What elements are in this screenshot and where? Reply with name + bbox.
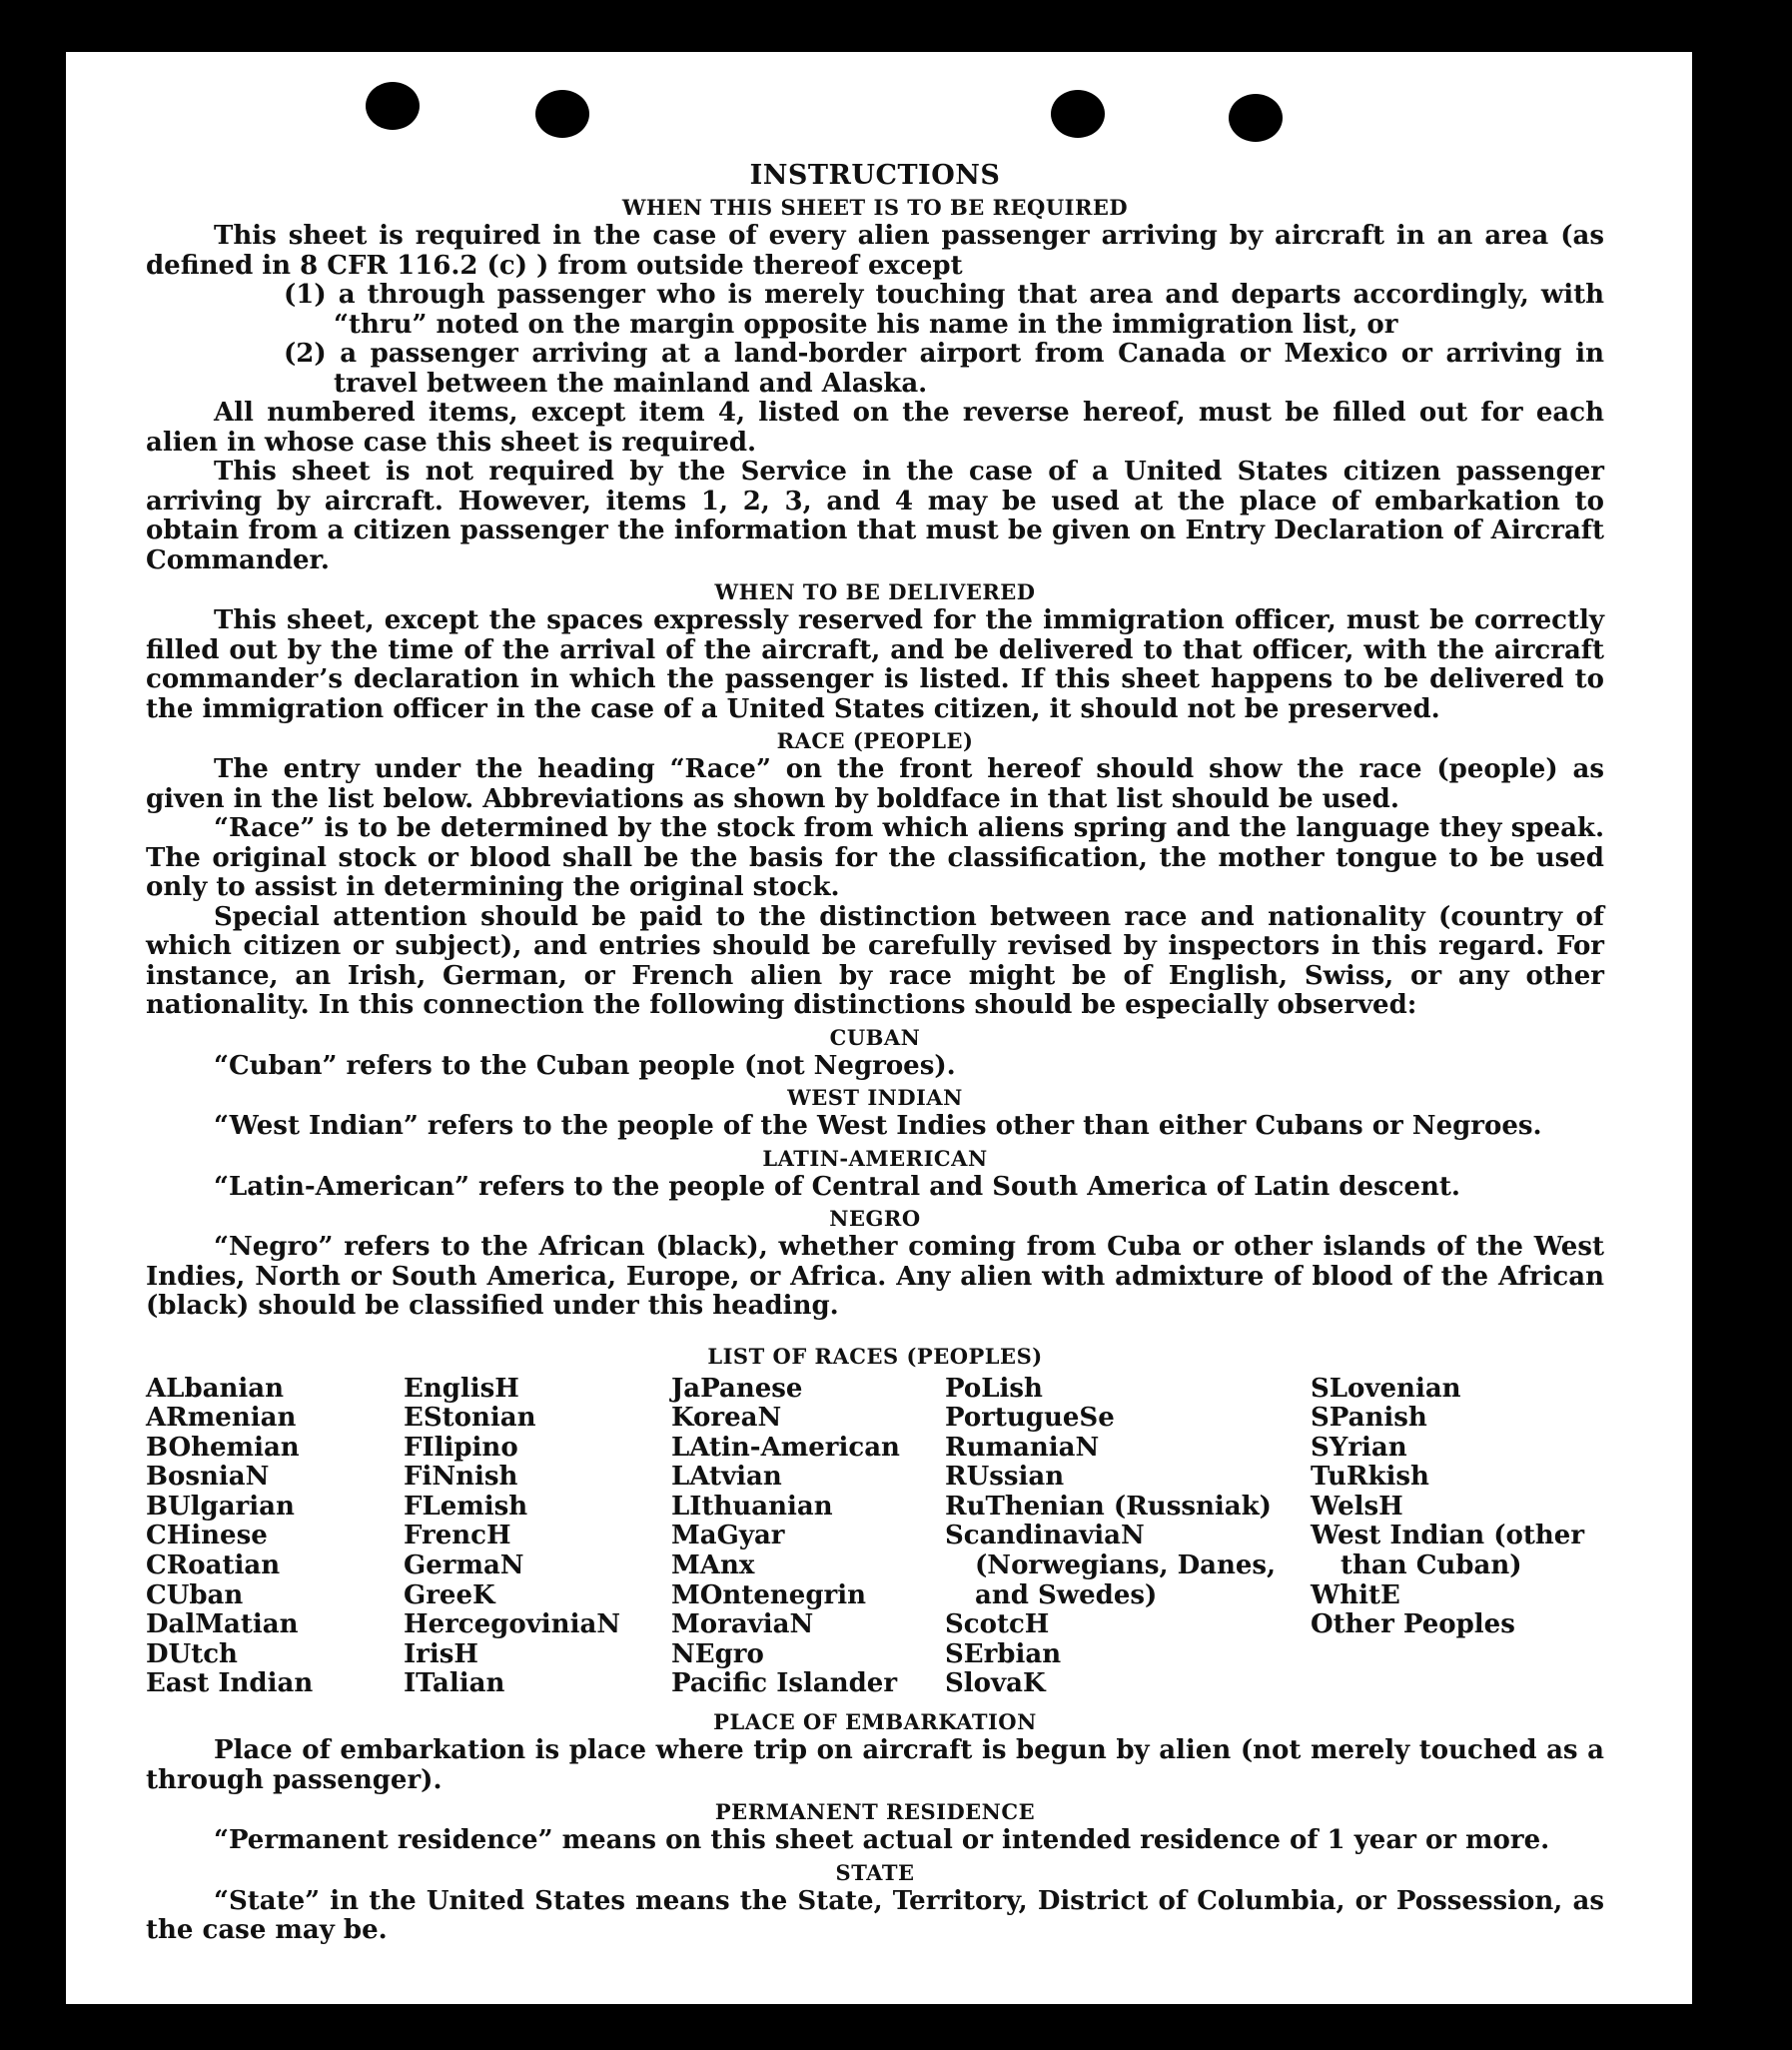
race-item: SYrian xyxy=(1311,1432,1407,1463)
race-item: JaPanese xyxy=(671,1373,803,1404)
race-item: RuThenian (Russniak) xyxy=(945,1491,1272,1522)
race-item: ITalian xyxy=(404,1668,505,1699)
race-column xyxy=(146,1375,404,1700)
race-item: DalMatian xyxy=(146,1609,299,1640)
race-item: BUlgarian xyxy=(146,1491,295,1522)
race-item: MOntenegrin xyxy=(671,1579,866,1610)
race-item: ARmenian xyxy=(146,1403,297,1434)
race-item: East Indian xyxy=(146,1668,314,1699)
paragraph: This sheet is not required by the Service in the case of a United States citizen passenger arriving by aircraft. However, items 1, 2, 3, and 4 may be used at the place of embarkation to obtain from a citizen passenger the information that must be given on Entry Declaration of Aircraft Commander. xyxy=(146,457,1604,575)
race-column xyxy=(1311,1375,1600,1700)
race-item: EnglisH xyxy=(404,1373,519,1404)
section-heading: WEST INDIAN xyxy=(787,1085,963,1110)
race-column xyxy=(404,1375,671,1700)
race-item: PoLish xyxy=(945,1373,1043,1404)
race-item: BosniaN xyxy=(146,1462,270,1493)
section-heading: STATE xyxy=(835,1859,915,1885)
race-item: Other Peoples xyxy=(1311,1609,1515,1640)
list-item: (2) a passenger arriving at a land-border airport from Canada or Mexico or arriving in travel between the mainland and Alaska. xyxy=(284,339,1604,399)
race-column xyxy=(945,1375,1311,1700)
paragraph: The entry under the heading “Race” on the front hereof should show the race (people) as given in the list below. Abbreviations as shown by boldface in that list should be used. xyxy=(146,754,1604,814)
section-heading: WHEN THIS SHEET IS TO BE REQUIRED xyxy=(621,195,1129,220)
race-item: GermaN xyxy=(404,1550,524,1581)
section-heading: PERMANENT RESIDENCE xyxy=(714,1799,1036,1825)
race-item: LAtvian xyxy=(671,1462,782,1493)
race-item: FiNnish xyxy=(404,1462,518,1493)
punch-hole xyxy=(1051,90,1105,138)
section-heading: WHEN TO BE DELIVERED xyxy=(714,579,1036,604)
race-item: CRoatian xyxy=(146,1550,281,1581)
race-item: Pacific Islander xyxy=(671,1668,898,1699)
race-item: RUssian xyxy=(945,1462,1065,1493)
punch-hole xyxy=(535,90,589,138)
section-heading: RACE (PEOPLE) xyxy=(776,728,974,753)
race-item: CUban xyxy=(146,1579,244,1610)
list-item: (1) a through passenger who is merely touching that area and departs accordingly, with “thru” noted on the margin opposite his name in the immigration list, or xyxy=(284,280,1604,340)
section-heading: CUBAN xyxy=(829,1024,921,1050)
section-heading: PLACE OF EMBARKATION xyxy=(713,1709,1037,1735)
race-item: FrencH xyxy=(404,1521,511,1551)
race-item: LIthuanian xyxy=(671,1491,833,1522)
race-item: TuRkish xyxy=(1311,1462,1429,1493)
race-item: ALbanian xyxy=(146,1373,285,1404)
race-item: ScandinaviaN (Norwegians, Danes, and Swedes) xyxy=(945,1521,1277,1610)
paragraph: “Race” is to be determined by the stock from which aliens spring and the language they speak. The original stock or blood shall be the basis for the classification, the mother tongue to be used only to assist in determining the original stock. xyxy=(146,813,1604,902)
race-item: CHinese xyxy=(146,1521,268,1551)
punch-hole xyxy=(366,82,420,130)
race-list xyxy=(146,1375,1604,1700)
paragraph: Special attention should be paid to the distinction between race and nationality (country of which citizen or subject), and entries should be carefully revised by inspectors in this regard. For instance, an Irish, German, or French alien by race might be of English, Swiss, or any other nationality. In this connection the following distinctions should be especially observed: xyxy=(146,901,1604,1020)
race-item: HercegoviniaN xyxy=(404,1609,621,1640)
race-item: GreeK xyxy=(404,1579,495,1610)
paragraph: This sheet is required in the case of every alien passenger arriving by aircraft in an area (as defined in 8 CFR 116.2 (c) ) from outside thereof except xyxy=(146,221,1604,281)
race-item: MoraviaN xyxy=(671,1609,814,1640)
page-title: INSTRUCTIONS xyxy=(749,160,1001,191)
race-item: FLemish xyxy=(404,1491,528,1522)
race-item: RumaniaN xyxy=(945,1432,1100,1463)
race-column xyxy=(671,1375,945,1700)
race-item: SLovenian xyxy=(1311,1373,1461,1404)
race-item: NEgro xyxy=(671,1638,764,1669)
section-heading: LATIN-AMERICAN xyxy=(762,1145,988,1171)
paragraph: This sheet, except the spaces expressly reserved for the immigration officer, must be correctly filled out by the time of the arrival of the aircraft, and be delivered to that officer, with the aircraft commander’s declaration in which the passenger is listed. If this sheet happens to be delivered to the immigration officer in the case of a United States citizen, it should not be preserved. xyxy=(146,605,1604,724)
paragraph: “State” in the United States means the State, Territory, District of Columbia, or Possession, as the case may be. xyxy=(146,1885,1604,1946)
race-item: MAnx xyxy=(671,1550,755,1581)
race-item: PortugueSe xyxy=(945,1403,1115,1434)
race-item: IrisH xyxy=(404,1638,478,1669)
paragraph: “Permanent residence” means on this sheet actual or intended residence of 1 year or more. xyxy=(214,1825,1550,1856)
punch-hole xyxy=(1229,94,1283,142)
race-item: EStonian xyxy=(404,1403,536,1434)
race-item: LAtin-American xyxy=(671,1432,900,1463)
race-item: FIlipino xyxy=(404,1432,518,1463)
race-item: KoreaN xyxy=(671,1403,782,1434)
race-item: WhitE xyxy=(1311,1579,1400,1610)
paragraph: “Cuban” refers to the Cuban people (not Negroes). xyxy=(214,1050,956,1081)
race-item: SPanish xyxy=(1311,1403,1427,1434)
race-item: BOhemian xyxy=(146,1432,300,1463)
race-item: DUtch xyxy=(146,1638,238,1669)
race-item: MaGyar xyxy=(671,1521,785,1551)
race-item: ScotcH xyxy=(945,1609,1050,1640)
paragraph: All numbered items, except item 4, listed on the reverse hereof, must be filled out for each alien in whose case this sheet is required. xyxy=(146,398,1604,458)
race-item: SErbian xyxy=(945,1638,1062,1669)
race-item: WelsH xyxy=(1311,1491,1403,1522)
paragraph: “Negro” refers to the African (black), whether coming from Cuba or other islands of the West Indies, North or South America, Europe, or Africa. Any alien with admixture of blood of the African (black) should be classified under this heading. xyxy=(146,1232,1604,1321)
race-item: West Indian (other than Cuban) xyxy=(1311,1521,1585,1581)
paragraph: “West Indian” refers to the people of the West Indies other than either Cubans or Negroes. xyxy=(214,1111,1542,1141)
document-page xyxy=(66,52,1692,2004)
paragraph: Place of embarkation is place where trip on aircraft is begun by alien (not merely touched as a through passenger). xyxy=(146,1735,1604,1795)
race-item: SlovaK xyxy=(945,1668,1046,1699)
section-heading: NEGRO xyxy=(829,1206,921,1231)
paragraph: “Latin-American” refers to the people of Central and South America of Latin descent. xyxy=(214,1171,1460,1202)
section-heading: LIST OF RACES (PEOPLES) xyxy=(707,1343,1043,1369)
